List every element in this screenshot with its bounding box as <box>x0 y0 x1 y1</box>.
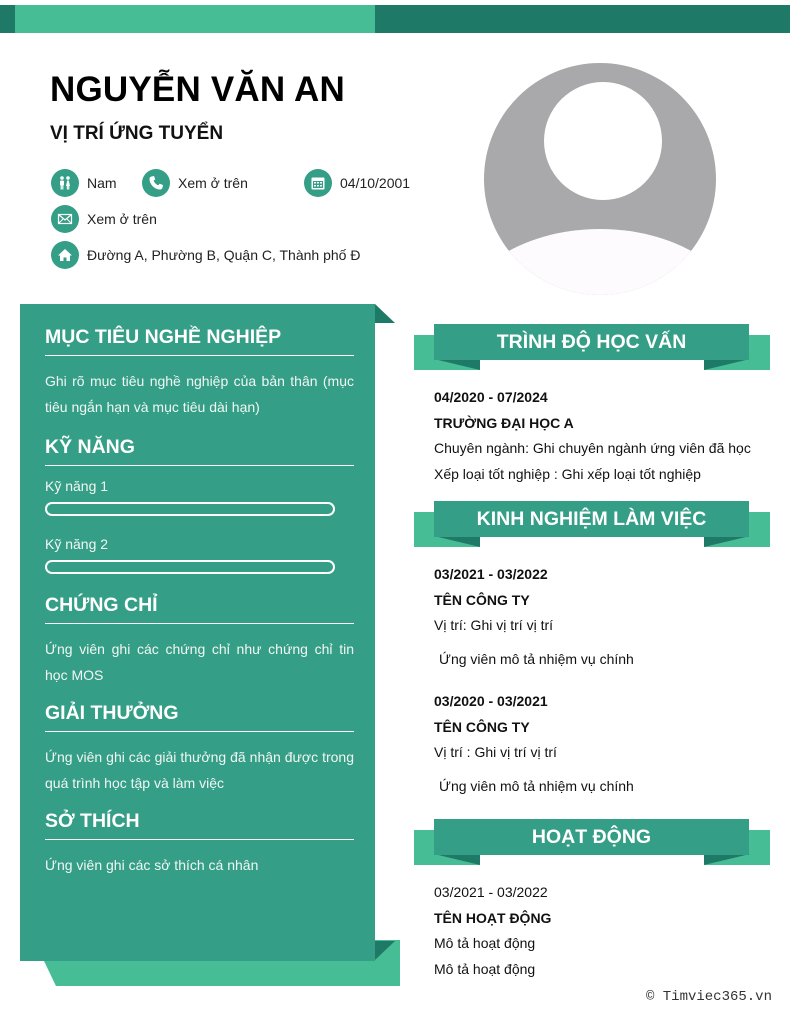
left-panel-fold-top <box>375 304 395 323</box>
address-value: Đường A, Phường B, Quận C, Thành phố Đ <box>87 247 361 263</box>
top-accent-bar <box>0 5 790 33</box>
home-icon <box>51 241 79 269</box>
experience-entry <box>434 689 634 799</box>
birthday-value: 04/10/2001 <box>340 175 411 191</box>
experience-entry <box>434 562 634 672</box>
experience-description: Ứng viên mô tả nhiệm vụ chính <box>439 777 634 794</box>
applied-position: VỊ TRÍ ỨNG TUYỂN <box>50 123 224 144</box>
candidate-name: NGUYỄN VĂN AN <box>50 70 345 109</box>
experience-description: Ứng viên mô tả nhiệm vụ chính <box>439 650 634 667</box>
education-entry <box>434 385 751 487</box>
contact-address <box>51 241 360 269</box>
certificates-text: Ứng viên ghi các chứng chỉ như chứng chỉ tin học MOS <box>45 641 354 683</box>
contact-phone <box>142 169 248 197</box>
activities-ribbon <box>414 819 770 865</box>
awards-title: GIẢI THƯỞNG <box>45 702 354 732</box>
education-title: TRÌNH ĐỘ HỌC VẤN <box>434 324 749 360</box>
phone-icon <box>142 169 170 197</box>
gender-value: Nam <box>87 175 117 191</box>
activity-description: Mô tả hoạt động <box>434 960 536 977</box>
experience-period: 03/2020 - 03/2021 <box>434 693 548 709</box>
experience-company: TÊN CÔNG TY <box>434 591 530 608</box>
avatar-head <box>544 82 662 200</box>
hobbies-text: Ứng viên ghi các sở thích cá nhân <box>45 857 259 873</box>
skill-label: Kỹ năng 2 <box>45 536 109 552</box>
experience-company: TÊN CÔNG TY <box>434 718 530 735</box>
email-icon <box>51 205 79 233</box>
skill-bar <box>45 560 335 574</box>
contact-email <box>51 205 157 233</box>
objective-section <box>45 304 354 420</box>
phone-value: Xem ở trên <box>178 175 248 191</box>
certificates-title: CHỨNG CHỈ <box>45 594 354 624</box>
calendar-icon <box>304 169 332 197</box>
email-value: Xem ở trên <box>87 211 157 227</box>
experience-role: Vị trí: Ghi vị trí vị trí <box>434 617 554 633</box>
experience-role: Vị trí : Ghi vị trí vị trí <box>434 744 557 760</box>
awards-text: Ứng viên ghi các giải thưởng đã nhận được trong quá trình học tập và làm việc <box>45 749 354 791</box>
skills-section <box>45 436 354 574</box>
avatar-body <box>484 229 716 295</box>
experience-ribbon <box>414 501 770 547</box>
footer-credit: © Timviec365.vn <box>645 989 772 1005</box>
left-panel <box>20 304 375 961</box>
objective-text: Ghi rõ mục tiêu nghề nghiệp của bản thân (mục tiêu ngắn hạn và mục tiêu dài hạn) <box>45 373 354 415</box>
activity-entry <box>434 880 551 982</box>
gender-icon <box>51 169 79 197</box>
skill-label: Kỹ năng 1 <box>45 478 109 494</box>
education-school: TRƯỜNG ĐẠI HỌC A <box>434 414 574 431</box>
avatar-placeholder <box>484 63 716 295</box>
education-period: 04/2020 - 07/2024 <box>434 389 548 405</box>
experience-period: 03/2021 - 03/2022 <box>434 566 548 582</box>
hobbies-section <box>45 810 354 878</box>
activity-period: 03/2021 - 03/2022 <box>434 884 548 900</box>
education-major: Chuyên ngành: Ghi chuyên ngành ứng viên đã học <box>434 440 751 456</box>
education-ribbon <box>414 324 770 370</box>
activity-name: TÊN HOẠT ĐỘNG <box>434 909 552 926</box>
activity-description: Mô tả hoạt động <box>434 935 536 951</box>
objective-title: MỤC TIÊU NGHỀ NGHIỆP <box>45 326 354 356</box>
hobbies-title: SỞ THÍCH <box>45 810 354 840</box>
awards-section <box>45 702 354 796</box>
education-grade: Xếp loại tốt nghiệp : Ghi xếp loại tốt nghiệp <box>434 465 701 482</box>
activities-title: HOẠT ĐỘNG <box>434 819 749 855</box>
experience-title: KINH NGHIỆM LÀM VIỆC <box>434 501 749 537</box>
top-accent-bar-light <box>15 5 375 33</box>
certificates-section <box>45 594 354 688</box>
contact-gender <box>51 169 117 197</box>
contact-birthday <box>304 169 410 197</box>
skill-bar <box>45 502 335 516</box>
skills-title: KỸ NĂNG <box>45 436 354 466</box>
